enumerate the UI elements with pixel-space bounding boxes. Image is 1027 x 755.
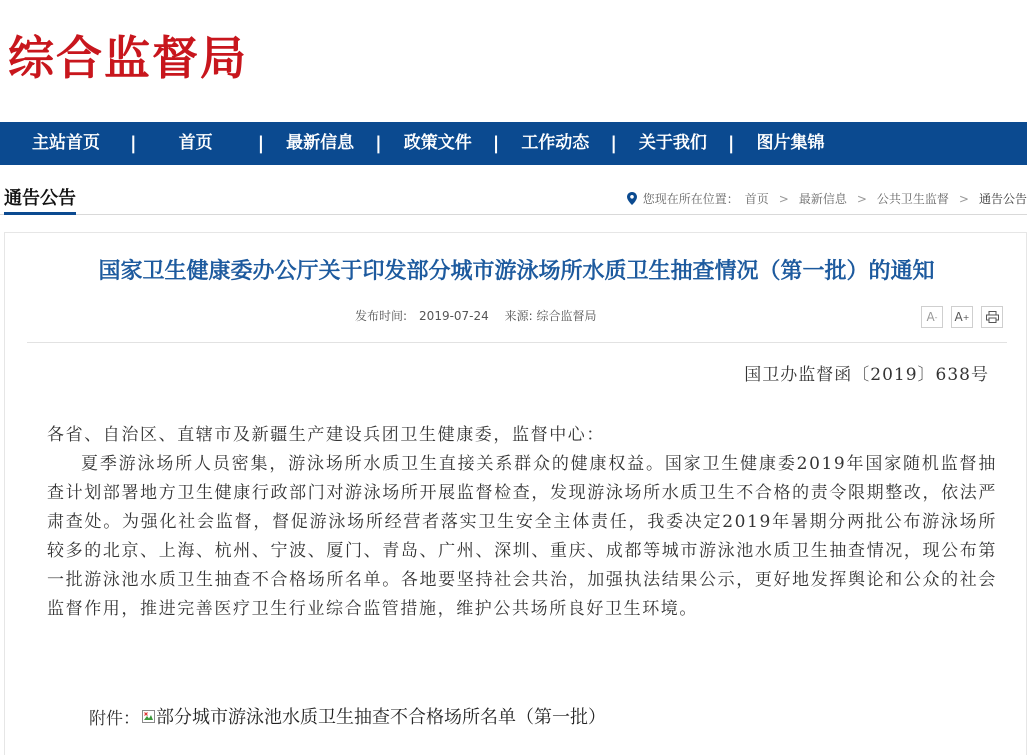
breadcrumb — [627, 190, 1027, 207]
broken-image-icon — [142, 710, 155, 723]
article-source: 来源: 综合监督局 — [504, 309, 597, 323]
breadcrumb-public-health[interactable]: 公共卫生监督 — [876, 192, 949, 206]
nav-separator: | — [257, 133, 265, 154]
print-icon — [986, 311, 999, 323]
breadcrumb-arrow-icon: > — [778, 191, 789, 206]
attachment-link[interactable]: 部分城市游泳池水质卫生抽查不合格场所名单（第一批） — [156, 707, 606, 728]
breadcrumb-arrow-icon: > — [856, 191, 867, 206]
nav-item-about[interactable]: 关于我们 — [638, 133, 707, 153]
nav-item-policy[interactable]: 政策文件 — [403, 133, 472, 153]
breadcrumb-arrow-icon: > — [958, 191, 969, 206]
meta-divider — [27, 342, 1007, 343]
publish-date: 发布时间: 2019-07-24 — [355, 309, 489, 323]
nav-separator: | — [375, 133, 382, 154]
breadcrumb-home[interactable]: 首页 — [744, 192, 769, 206]
print-button[interactable] — [981, 306, 1003, 328]
site-header — [0, 0, 1027, 122]
font-increase-label: A — [954, 310, 963, 324]
nav-item-gallery[interactable]: 图片集锦 — [756, 133, 825, 153]
document-number: 国卫办监督函〔2019〕638号 — [744, 365, 989, 385]
article-tools — [921, 306, 1003, 328]
article-body — [47, 421, 997, 624]
breadcrumb-current[interactable]: 通告公告 — [978, 192, 1027, 206]
section-title: 通告公告 — [4, 187, 76, 215]
breadcrumb-latest[interactable]: 最新信息 — [798, 192, 847, 206]
nav-item-work-news[interactable]: 工作动态 — [521, 133, 590, 153]
salutation: 各省、自治区、直辖市及新疆生产建设兵团卫生健康委，监督中心： — [47, 425, 605, 445]
nav-item-latest[interactable]: 最新信息 — [286, 133, 355, 153]
main-nav — [0, 122, 1027, 165]
nav-separator: | — [610, 133, 617, 154]
nav-separator: | — [492, 133, 500, 154]
article-title: 国家卫生健康委办公厅关于印发部分城市游泳场所水质卫生抽查情况（第一批）的通知 — [98, 259, 935, 284]
font-decrease-label: A — [926, 310, 935, 324]
attachment-label: 附件： — [89, 708, 140, 729]
nav-separator: | — [727, 133, 735, 154]
breadcrumb-prefix: 您现在所在位置： — [642, 192, 739, 206]
site-title[interactable]: 综合监督局 — [8, 31, 248, 85]
article-meta — [355, 307, 608, 324]
body-paragraph: 夏季游泳场所人员密集，游泳场所水质卫生直接关系群众的健康权益。国家卫生健康委2019年国家随机监督抽查计划部署地方卫生健康行政部门对游泳场所开展监督检查，发现游泳场所水质卫生不合格的责令限期整改，依法严肃查处。为强化社会监督，督促游泳场所经营者落实卫生安全主体责任，我委决定2019年暑期分两批公布游泳场所较多的北京、上海、杭州、宁波、厦门、青岛、广州、深圳、重庆、成都等城市游泳池水质卫生抽查情况，现公布第一批游泳池水质卫生抽查不合格场所名单。各地要坚持社会共治，加强执法结果公示，更好地发挥舆论和公众的社会监督作用，推进完善医疗卫生行业综合监管措施，维护公共场所良好卫生环境。 — [47, 454, 997, 619]
attachment-row — [89, 703, 606, 729]
location-pin-icon — [627, 192, 637, 205]
nav-separator: | — [130, 133, 137, 154]
font-decrease-button[interactable]: A - — [921, 306, 943, 328]
font-increase-button[interactable]: A + — [951, 306, 973, 328]
article-panel — [4, 232, 1027, 755]
nav-item-main-home[interactable]: 主站首页 — [32, 133, 100, 153]
nav-item-home[interactable]: 首页 — [178, 133, 213, 153]
breadcrumb-bar — [0, 165, 1027, 215]
